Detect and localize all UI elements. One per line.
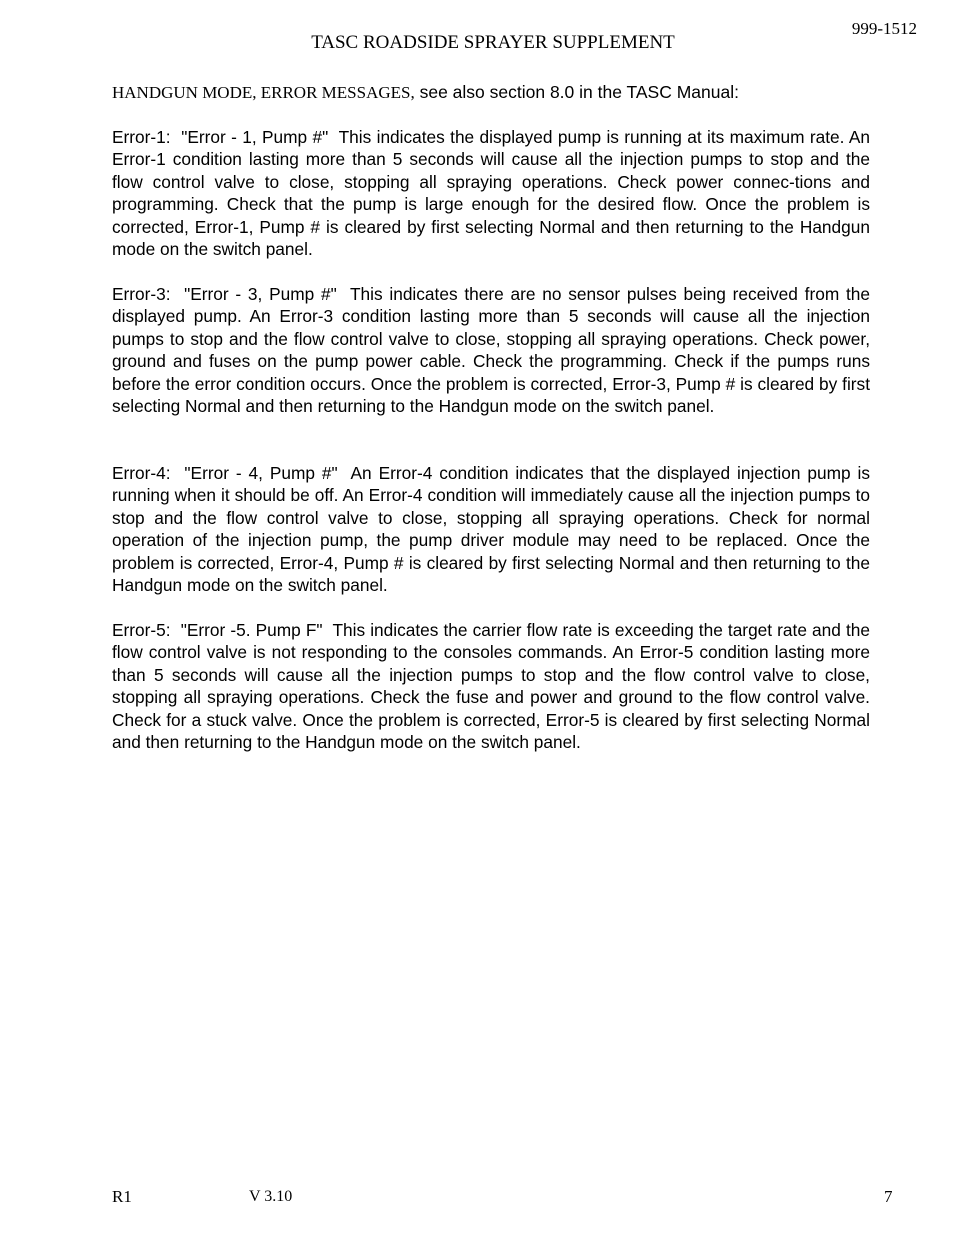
page-title: TASC ROADSIDE SPRAYER SUPPLEMENT (311, 32, 675, 53)
error-description: An Error-4 condition indicates that the displayed injection pump is running when it should be off. An Error-4 condition will immediately cause all the injection pumps to stop and the flow control valve to close, stopping all spraying operations. Check for normal operation of the injection pump, the pump driver module may need to be replaced. Once the problem is corrected, Error-4, Pump # is cleared by first selecting Normal and then returning to the Handgun mode on the switch panel. (112, 463, 870, 596)
error-display-message: "Error - 4, Pump #" (184, 463, 338, 483)
section-heading-caps: HANDGUN MODE, ERROR MESSAGES, (112, 83, 415, 102)
error-1-paragraph (112, 126, 870, 260)
error-display-message: "Error -5. Pump F" (180, 620, 323, 640)
error-description: This indicates the carrier flow rate is exceeding the target rate and the flow control valve is not responding to the consoles commands. An Error-5 condition lasting more than 5 seconds will cause all the injection pumps to stop and the flow control valve to close, stopping all spraying operations. Check the fuse and power and ground to the flow control valve. Check for a stuck valve. Once the problem is corrected, Error-5 is cleared by first selecting Normal and then returning to the Handgun mode on the switch panel. (112, 620, 870, 753)
error-code: Error-5: (112, 620, 171, 640)
error-display-message: "Error - 3, Pump #" (184, 284, 337, 304)
footer-version: V 3.10 (249, 1188, 293, 1205)
footer-revision: R1 (112, 1187, 132, 1206)
error-code: Error-4: (112, 463, 171, 483)
error-4-paragraph (112, 462, 870, 596)
error-code: Error-3: (112, 284, 171, 304)
error-3-paragraph (112, 283, 870, 417)
document-number: 999-1512 (851, 19, 917, 38)
section-heading-rest: see also section 8.0 in the TASC Manual: (414, 82, 739, 102)
error-description: This indicates the displayed pump is running at its maximum rate. An Error-1 condition lasting more than 5 seconds will cause all the injection pumps to stop and the flow control valve to close, stopping all spraying operations. Check power connec-tions and programming. Check that the pump is large enough for the desired flow. Once the problem is corrected, Error-1, Pump # is cleared by first selecting Normal and then returning to the Handgun mode on the switch panel. (112, 127, 870, 260)
error-5-paragraph (112, 619, 870, 753)
error-code: Error-1: (112, 127, 171, 147)
error-description: This indicates there are no sensor pulses being received from the displayed pump. An Error-3 condition lasting more than 5 seconds will cause all the injection pumps to stop and the flow control valve to close, stopping all spraying operations. Check power, ground and fuses on the pump power cable. Check the programming. Check if the pumps runs before the error condition occurs. Once the problem is corrected, Error-3, Pump # is cleared by first selecting Normal and then returning to the Handgun mode on the switch panel. (112, 284, 871, 417)
section-heading (112, 82, 872, 103)
page-number: 7 (884, 1187, 893, 1206)
error-display-message: "Error - 1, Pump #" (181, 127, 329, 147)
